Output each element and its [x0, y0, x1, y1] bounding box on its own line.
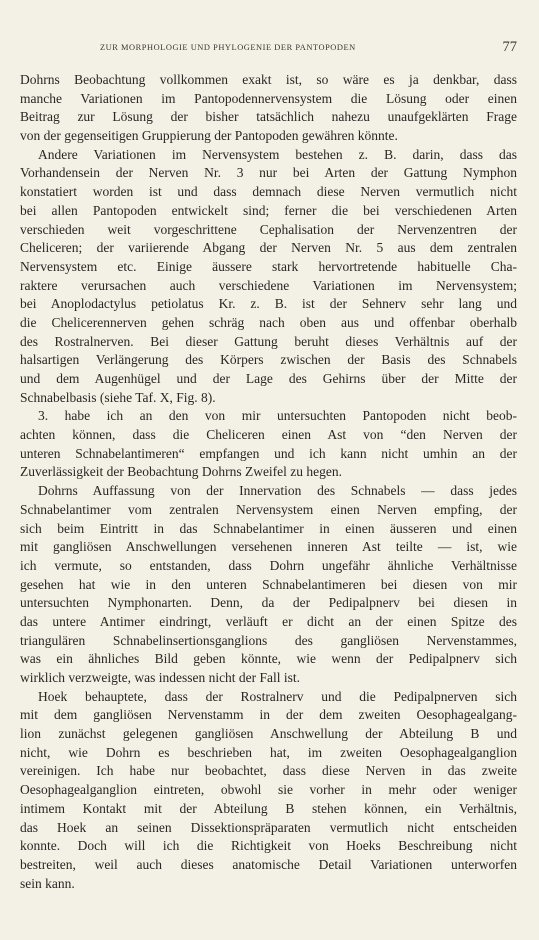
text-line: halsartigen Verlängerung des Körpers zwischen der Basis des Schnabels — [20, 352, 517, 368]
text-line: Beitrag zur Lösung der bisher tatsächlich nahezu unaufgeklärten Frage — [20, 109, 517, 125]
text-line: die Chelicerennerven gehen schräg nach oben aus und offenbar oberhalb — [20, 314, 517, 330]
text-line: gesehen hat wie in den unteren Schnabelantimeren bei diesen von mir — [20, 576, 517, 592]
text-line: sein kann. — [20, 875, 75, 891]
text-line: 3. habe ich an den von mir untersuchten Pantopoden nicht beob- — [38, 408, 517, 424]
text-line: Andere Variationen im Nervensystem bestehen z. B. darin, dass das — [38, 146, 517, 162]
text-line: Zuverlässigkeit der Beobachtung Dohrns Zweifel zu hegen. — [20, 464, 343, 480]
text-line: Vorhandensein der Nerven Nr. 3 nur bei Arten der Gattung Nymphon — [20, 165, 517, 181]
text-line: bei Anoplodactylus petiolatus Kr. z. B. ist der Sehnerv sehr lang und — [20, 296, 517, 312]
text-line: das untere Antimer eindringt, verläuft er dicht an der einen Spitze des — [20, 613, 517, 629]
text-line: untersuchten Nymphonarten. Denn, da der Pedipalpnerv bei diesen in — [20, 595, 517, 611]
text-line: nicht, wie Dohrn es beschrieben hat, im zweiten Oesophagealganglion — [20, 744, 517, 760]
text-line: Schnabelbasis (siehe Taf. X, Fig. 8). — [20, 389, 216, 405]
text-line: konstatiert worden ist und dass demnach diese Nerven vermutlich nicht — [20, 184, 517, 200]
body-text — [20, 71, 517, 893]
text-line: von der gegenseitigen Gruppierung der Pantopoden gewähren könnte. — [20, 128, 398, 144]
text-line: Hoek behauptete, dass der Rostralnerv und die Pedipalpnerven sich — [38, 688, 517, 704]
page-header — [20, 39, 517, 57]
text-line: Schnabelantimer vom zentralen Nervensystem einen Nerven empfing, der — [20, 501, 517, 517]
text-line: Oesophagealganglion eintreten, obwohl sie vorher in mehr oder weniger — [20, 782, 517, 798]
text-line: manche Variationen im Pantopodennervensystem die Lösung oder einen — [20, 90, 517, 106]
text-line: bei allen Pantopoden entwickelt sind; ferner die bei verschiedenen Arten — [20, 202, 517, 218]
running-head: ZUR MORPHOLOGIE UND PHYLOGENIE DER PANTOPODEN — [100, 43, 356, 52]
text-line: ich vermute, so entstanden, dass Dohrn ungefähr ähnliche Verhältnisse — [20, 557, 517, 573]
text-line: bestreiten, weil auch dieses anatomische Detail Variationen unterworfen — [20, 856, 517, 872]
text-line: achten können, dass die Cheliceren einen Ast von “den Nerven der — [20, 427, 517, 443]
text-line: Dohrns Beobachtung vollkommen exakt ist, so wäre es ja denkbar, dass — [20, 72, 517, 87]
text-line: raktere verursachen auch verschiedene Variationen im Nervensystem; — [20, 277, 517, 293]
text-line: wirklich verzweigte, was indessen nicht der Fall ist. — [20, 670, 301, 685]
text-line: Nervensystem etc. Einige äussere stark hervortretende habituelle Cha- — [20, 258, 517, 274]
text-line: verschieden weit vorgeschrittene Cephalisation der Nervenzentren der — [20, 221, 517, 237]
text-line: intimem Kontakt mit der Abteilung B stehen können, ein Verhältnis, — [20, 800, 517, 816]
text-line: das Hoek an seinen Dissektionspräparaten vermutlich nicht entscheiden — [20, 819, 517, 835]
text-line: unteren Schnabelantimeren“ empfangen und ich kann nicht umhin an der — [20, 445, 517, 461]
text-line: triangulären Schnabelinsertionsganglions des gangliösen Nervenstammes, — [20, 632, 517, 648]
text-line: mit gangliösen Anschwellungen versehenen inneren Ast teilte — ist, wie — [20, 539, 517, 555]
text-line: konnte. Doch will ich die Richtigkeit von Hoeks Beschreibung nicht — [20, 838, 517, 854]
page-number: 77 — [502, 39, 517, 55]
text-line: mit dem gangliösen Nervenstamm in der dem zweiten Oesophagealgang- — [20, 707, 517, 723]
text-line: Dohrns Auffassung von der Innervation des Schnabels — dass jedes — [38, 483, 517, 499]
text-line: vereinigen. Ich habe nur beobachtet, dass diese Nerven in das zweite — [20, 763, 517, 779]
text-line: des Rostralnerven. Bei dieser Gattung beruht dieses Verhältnis auf der — [20, 333, 517, 349]
text-line: lion zunächst gelegenen gangliösen Anschwellung der Abteilung B und — [20, 726, 517, 742]
text-line: Cheliceren; der variierende Abgang der Nerven Nr. 5 aus dem zentralen — [20, 240, 517, 256]
text-line: was ein ähnliches Bild geben könnte, wie wenn der Pedipalpnerv sich — [20, 651, 517, 667]
text-line: sich beim Eintritt in das Schnabelantimer in einen äusseren und einen — [20, 520, 517, 536]
text-line: und dem Augenhügel und der Lage des Gehirns über der Mitte der — [20, 371, 517, 386]
